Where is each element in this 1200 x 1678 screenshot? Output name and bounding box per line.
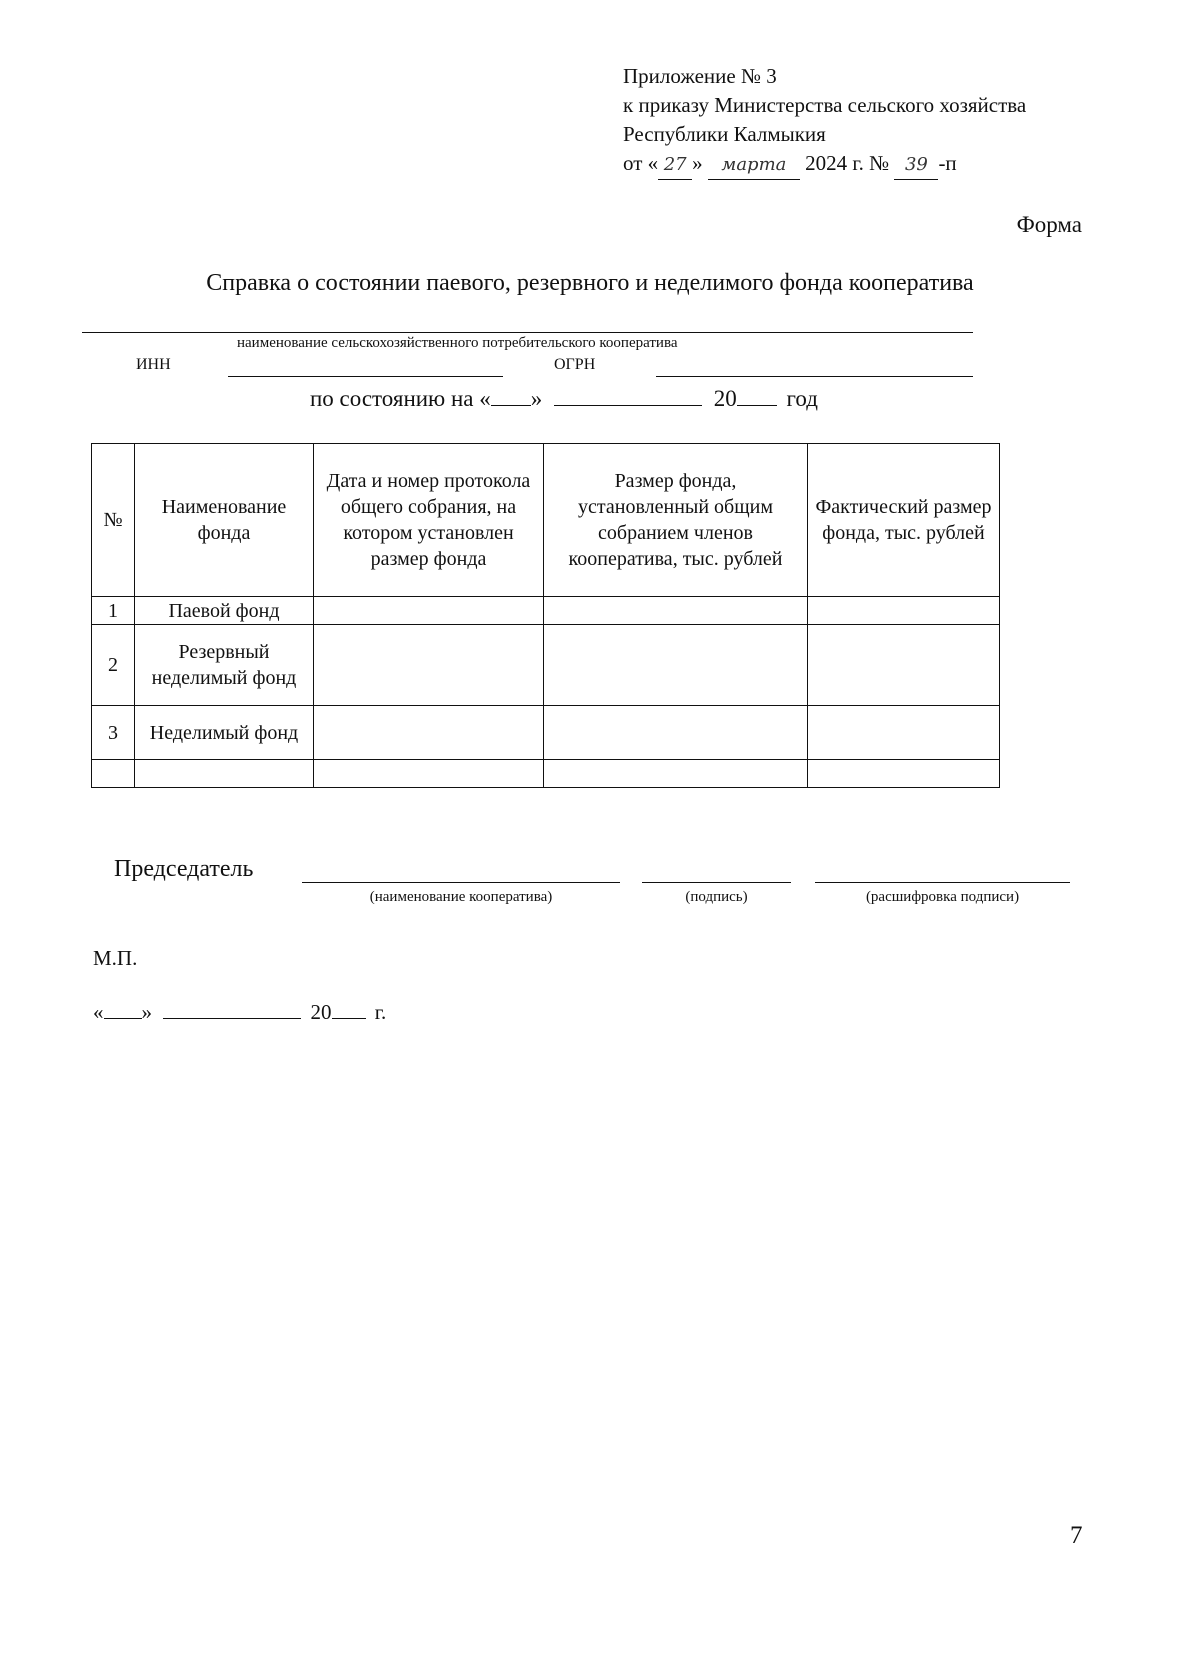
- row-fund-name: [135, 760, 314, 788]
- bottom-date-close: »: [141, 1000, 152, 1024]
- table-row: [92, 625, 1000, 706]
- as-of-prefix: по состоянию на «: [310, 386, 491, 411]
- form-label: Форма: [1016, 212, 1082, 237]
- coop-name-line: [82, 332, 973, 333]
- caption-coop-name: (наименование кооператива): [369, 889, 553, 905]
- caption-signature-decode: (расшифровка подписи): [865, 889, 1020, 905]
- stamp-label: М.П.: [93, 946, 138, 970]
- as-of-month-blank: [554, 383, 702, 406]
- caption-signature: (подпись): [685, 889, 748, 905]
- inn-line: [228, 376, 503, 377]
- as-of-year-prefix: 20: [713, 386, 737, 411]
- coop-name-signature-line: [302, 882, 620, 883]
- row-protocol-cell: [314, 706, 544, 760]
- bottom-date-suffix: г.: [374, 1000, 387, 1024]
- bottom-month-blank: [163, 998, 301, 1019]
- date-day-handwritten: 27: [658, 150, 692, 180]
- header-number: №: [92, 444, 135, 597]
- as-of-day-blank: [491, 383, 531, 406]
- signature-decode-line: [815, 882, 1070, 883]
- row-protocol-cell: [314, 625, 544, 706]
- row-actual-cell: [808, 597, 1000, 625]
- header-actual-size: Фактический размер фонда, тыс. рублей: [808, 444, 1000, 597]
- as-of-quote-close: »: [530, 386, 543, 411]
- order-number-handwritten: 39: [894, 150, 938, 180]
- as-of-date-line: [310, 383, 818, 412]
- row-actual-cell: [808, 706, 1000, 760]
- document-title: Справка о состоянии паевого, резервного и неделимого фонда кооператива: [206, 270, 974, 296]
- row-number: 2: [92, 625, 135, 706]
- inn-label: ИНН: [136, 356, 171, 373]
- row-protocol-cell: [314, 760, 544, 788]
- bottom-day-blank: [104, 998, 142, 1019]
- bottom-date-line: [93, 998, 386, 1025]
- signature-line: [642, 882, 791, 883]
- appendix-title: Приложение № 3: [623, 64, 777, 88]
- row-number: [92, 760, 135, 788]
- chairman-label: Председатель: [114, 856, 254, 882]
- table-row: [92, 760, 1000, 788]
- page-number: 7: [1070, 1522, 1083, 1549]
- order-suffix: -п: [938, 151, 957, 175]
- row-protocol-cell: [314, 597, 544, 625]
- appendix-date-line: [623, 149, 1026, 180]
- row-actual-cell: [808, 625, 1000, 706]
- header-protocol: Дата и номер протокола общего собрания, на котором установлен размер фонда: [314, 444, 544, 597]
- bottom-year-blank: [332, 998, 366, 1019]
- row-fund-name: Паевой фонд: [135, 597, 314, 625]
- bottom-date-open: «: [93, 1000, 104, 1024]
- as-of-year-blank: [737, 383, 777, 406]
- row-actual-cell: [808, 760, 1000, 788]
- header-fund-name: Наименование фонда: [135, 444, 314, 597]
- row-number: 3: [92, 706, 135, 760]
- table-row: [92, 706, 1000, 760]
- table-row: [92, 597, 1000, 625]
- table-header-row: [92, 444, 1000, 597]
- coop-name-caption: наименование сельскохозяйственного потребительского кооператива: [237, 335, 678, 351]
- fund-table: [91, 443, 1000, 788]
- as-of-suffix: год: [786, 386, 818, 411]
- row-established-cell: [544, 760, 808, 788]
- row-established-cell: [544, 625, 808, 706]
- appendix-header: [623, 62, 1026, 180]
- header-established-size: Размер фонда, установленный общим собранием членов кооператива, тыс. рублей: [544, 444, 808, 597]
- ogrn-label: ОГРН: [554, 356, 596, 373]
- row-fund-name: Резервный неделимый фонд: [135, 625, 314, 706]
- row-established-cell: [544, 597, 808, 625]
- appendix-order-ref: к приказу Министерства сельского хозяйства: [623, 93, 1027, 117]
- row-fund-name: Неделимый фонд: [135, 706, 314, 760]
- row-number: 1: [92, 597, 135, 625]
- date-prefix: от «: [623, 151, 659, 175]
- date-mid: »: [692, 151, 703, 175]
- date-month-handwritten: марта: [708, 150, 800, 180]
- appendix-republic: Республики Калмыкия: [623, 122, 826, 146]
- bottom-year-prefix: 20: [310, 1000, 332, 1024]
- row-established-cell: [544, 706, 808, 760]
- ogrn-line: [656, 376, 973, 377]
- date-year: 2024 г. №: [805, 151, 890, 175]
